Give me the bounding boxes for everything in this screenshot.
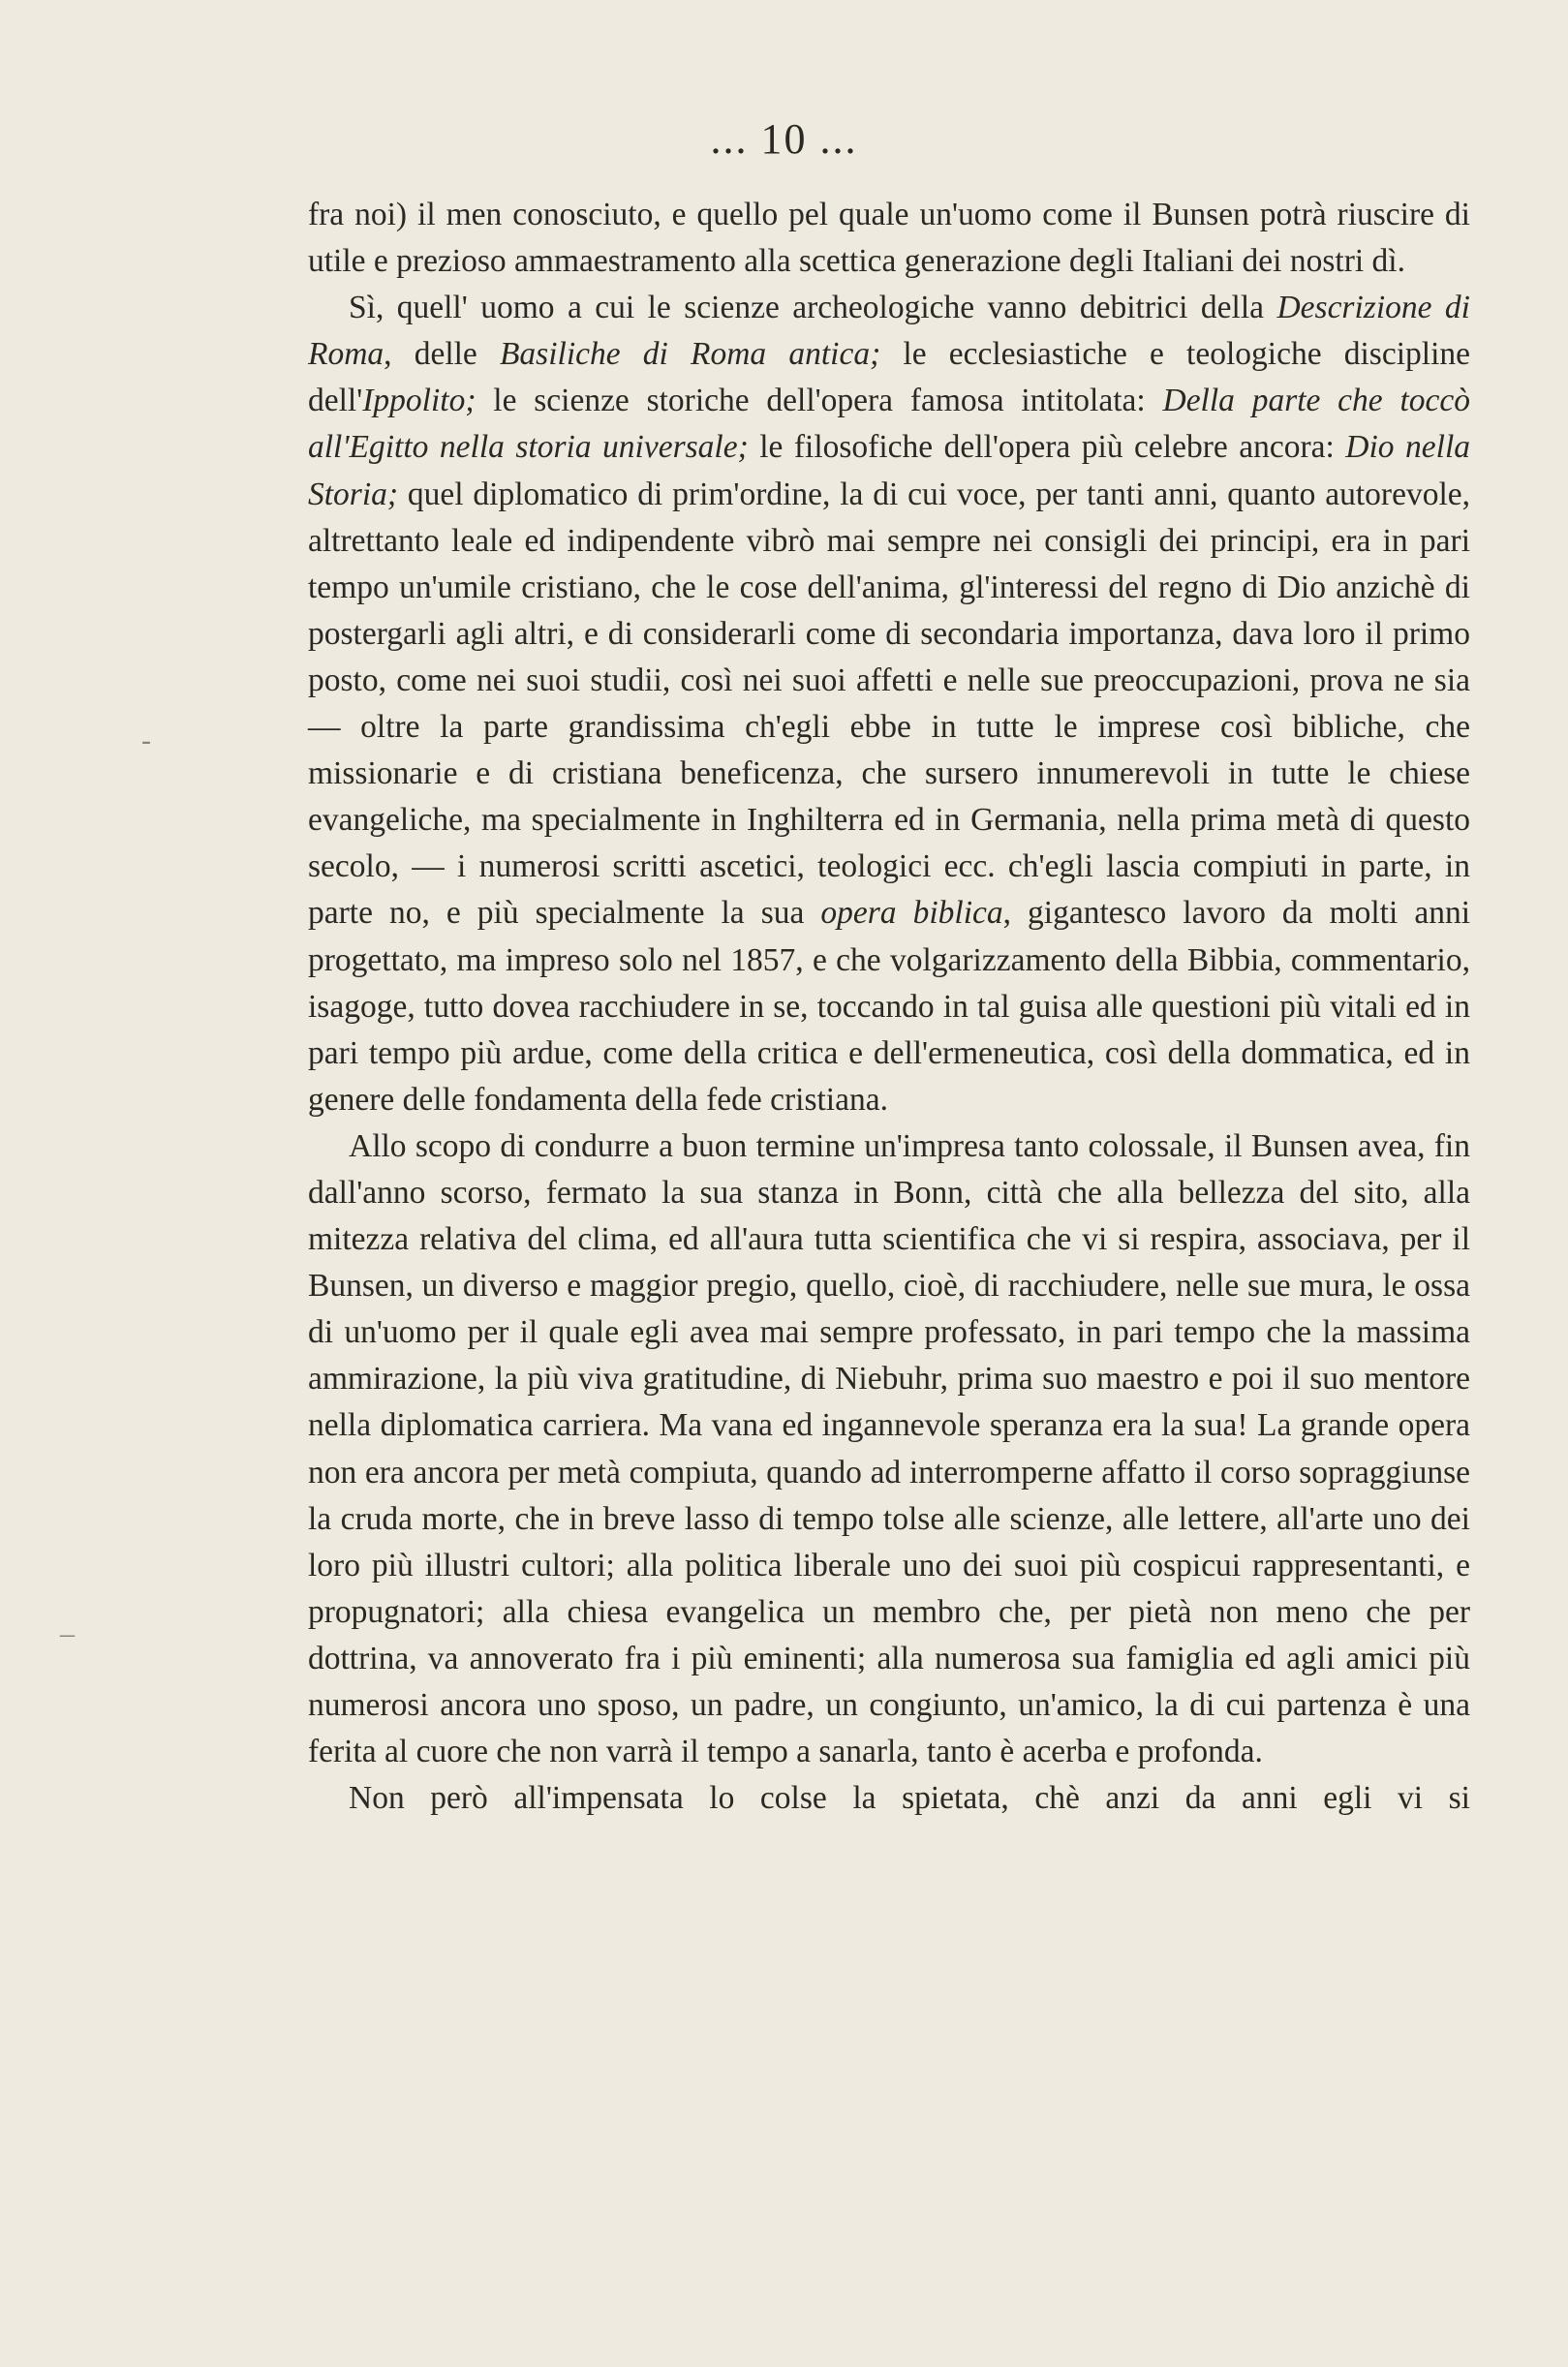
margin-mark: – bbox=[60, 1617, 75, 1649]
page-number-header: ... 10 ... bbox=[710, 115, 858, 163]
body-text bbox=[308, 192, 1470, 1822]
paragraph-2: Sì, quell' uomo a cui le scienze archeologiche vanno debitrici della Descrizione di Roma, delle Basiliche di Roma antica; le ecclesiastiche e teologiche discipline dell'Ippolito; le scienze storiche dell'opera famosa intitolata: Della parte che toccò all'Egitto nella storia universale; le filosofiche dell'opera più celebre ancora: Dio nella Storia; quel diplomatico di prim'ordine, la di cui voce, per tanti anni, quanto autorevole, altrettanto leale ed indipendente vibrò mai sempre nei consigli dei principi, era in pari tempo un'umile cristiano, che le cose dell'anima, gl'interessi del regno di Dio anzichè di postergarli agli altri, e di considerarli come di secondaria importanza, dava loro il primo posto, come nei suoi studii, così nei suoi affetti e nelle sue preoccupazioni, prova ne sia — oltre la parte grandissima ch'egli ebbe in tutte le imprese così bibliche, che missionarie e di cristiana beneficenza, che sursero innumerevoli in tutte le chiese evangeliche, ma specialmente in Inghilterra ed in Germania, nella prima metà di questo secolo, — i numerosi scritti ascetici, teologici ecc. ch'egli lascia compiuti in parte, in parte no, e più specialmente la sua opera biblica, gigantesco lavoro da molti anni progettato, ma impreso solo nel 1857, e che volgarizzamento della Bibbia, commentario, isagoge, tutto dovea racchiudere in se, toccando in tal guisa alle questioni più vitali ed in pari tempo più ardue, come della critica e dell'ermeneutica, così della dommatica, ed in genere delle fondamenta della fede cristiana. bbox=[308, 290, 1470, 1118]
paragraph-4: Non però all'impensata lo colse la spietata, chè anzi da anni egli vi si bbox=[349, 1780, 1470, 1817]
margin-mark: - bbox=[141, 724, 151, 756]
paragraph-1: fra noi) il men conosciuto, e quello pel quale un'uomo come il Bunsen potrà riuscire di utile e prezioso ammaestramento alla scettica generazione degli Italiani dei nostri dì. bbox=[308, 197, 1470, 280]
paragraph-3: Allo scopo di condurre a buon termine un'impresa tanto colossale, il Bunsen avea, fin dall'anno scorso, fermato la sua stanza in Bonn, città che alla bellezza del sito, alla mitezza relativa del clima, ed all'aura tutta scientifica che vi si respira, associava, per il Bunsen, un diverso e maggior pregio, quello, cioè, di racchiudere, nelle sue mura, le ossa di un'uomo per il quale egli avea mai sempre professato, in pari tempo che la massima ammirazione, la più viva gratitudine, di Niebuhr, prima suo maestro e poi il suo mentore nella diplomatica carriera. Ma vana ed ingannevole speranza era la sua! La grande opera non era ancora per metà compiuta, quando ad interromperne affatto il corso sopraggiunse la cruda morte, che in breve lasso di tempo tolse alle scienze, alle lettere, all'arte uno dei loro più illustri cultori; alla politica liberale uno dei suoi più cospicui rappresentanti, e propugnatori; alla chiesa evangelica un membro che, per pietà non meno che per dottrina, va annoverato fra i più eminenti; alla numerosa sua famiglia ed agli amici più numerosi ancora uno sposo, un padre, un congiunto, un'amico, la di cui partenza è una ferita al cuore che non varrà il tempo a sanarla, tanto è acerba e profonda. bbox=[308, 1127, 1470, 1770]
